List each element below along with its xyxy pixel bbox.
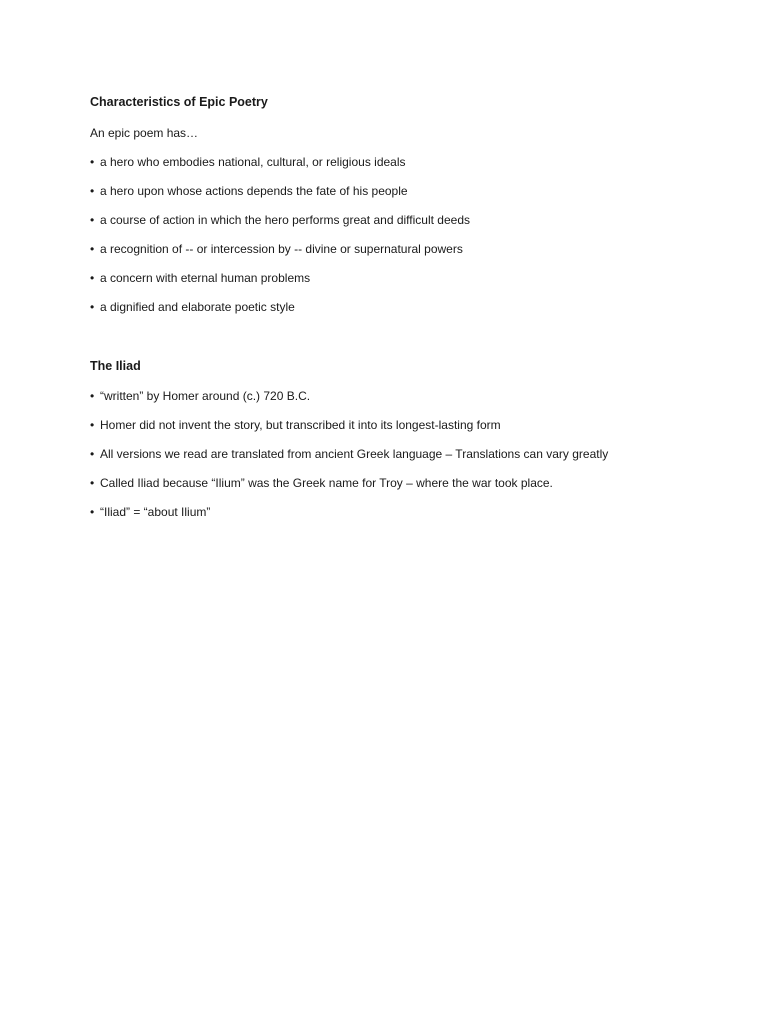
list-item-text: “written” by Homer around (c.) 720 B.C. (100, 389, 311, 403)
bullet-icon: • (90, 184, 95, 198)
list-item (90, 389, 310, 403)
list-item (90, 505, 210, 519)
bullet-icon: • (90, 418, 95, 432)
bullet-icon: • (90, 242, 95, 256)
bullet-icon: • (90, 389, 95, 403)
list-item (90, 242, 463, 256)
list-item-text: a concern with eternal human problems (100, 271, 311, 285)
list-item-text: “Iliad” = “about Ilium” (100, 505, 211, 519)
list-item (90, 184, 408, 198)
bullet-icon: • (90, 505, 95, 519)
bullet-icon: • (90, 155, 95, 169)
list-item-text: a dignified and elaborate poetic style (100, 300, 295, 314)
list-item-text: All versions we read are translated from ancient Greek language – Translations can vary greatly (100, 447, 609, 461)
section-intro: An epic poem has… (90, 126, 199, 140)
list-item-text: a hero who embodies national, cultural, or religious ideals (100, 155, 406, 169)
section-title-iliad: The Iliad (90, 359, 141, 373)
list-item (90, 447, 608, 461)
list-item (90, 476, 553, 490)
bullet-icon: • (90, 300, 95, 314)
bullet-icon: • (90, 476, 95, 490)
list-item (90, 155, 406, 169)
list-item-text: Homer did not invent the story, but transcribed it into its longest-lasting form (100, 418, 501, 432)
bullet-icon: • (90, 271, 95, 285)
document-page (90, 0, 750, 1024)
list-item (90, 213, 470, 227)
list-item-text: a recognition of -- or intercession by -- divine or supernatural powers (100, 242, 463, 256)
list-item (90, 271, 310, 285)
bullet-icon: • (90, 447, 95, 461)
list-item-text: Called Iliad because “Ilium” was the Greek name for Troy – where the war took place. (100, 476, 553, 490)
list-item-text: a hero upon whose actions depends the fate of his people (100, 184, 408, 198)
list-item-text: a course of action in which the hero performs great and difficult deeds (100, 213, 470, 227)
list-item (90, 300, 295, 314)
section-title-epic-poetry: Characteristics of Epic Poetry (90, 95, 268, 109)
list-item (90, 418, 501, 432)
bullet-icon: • (90, 213, 95, 227)
